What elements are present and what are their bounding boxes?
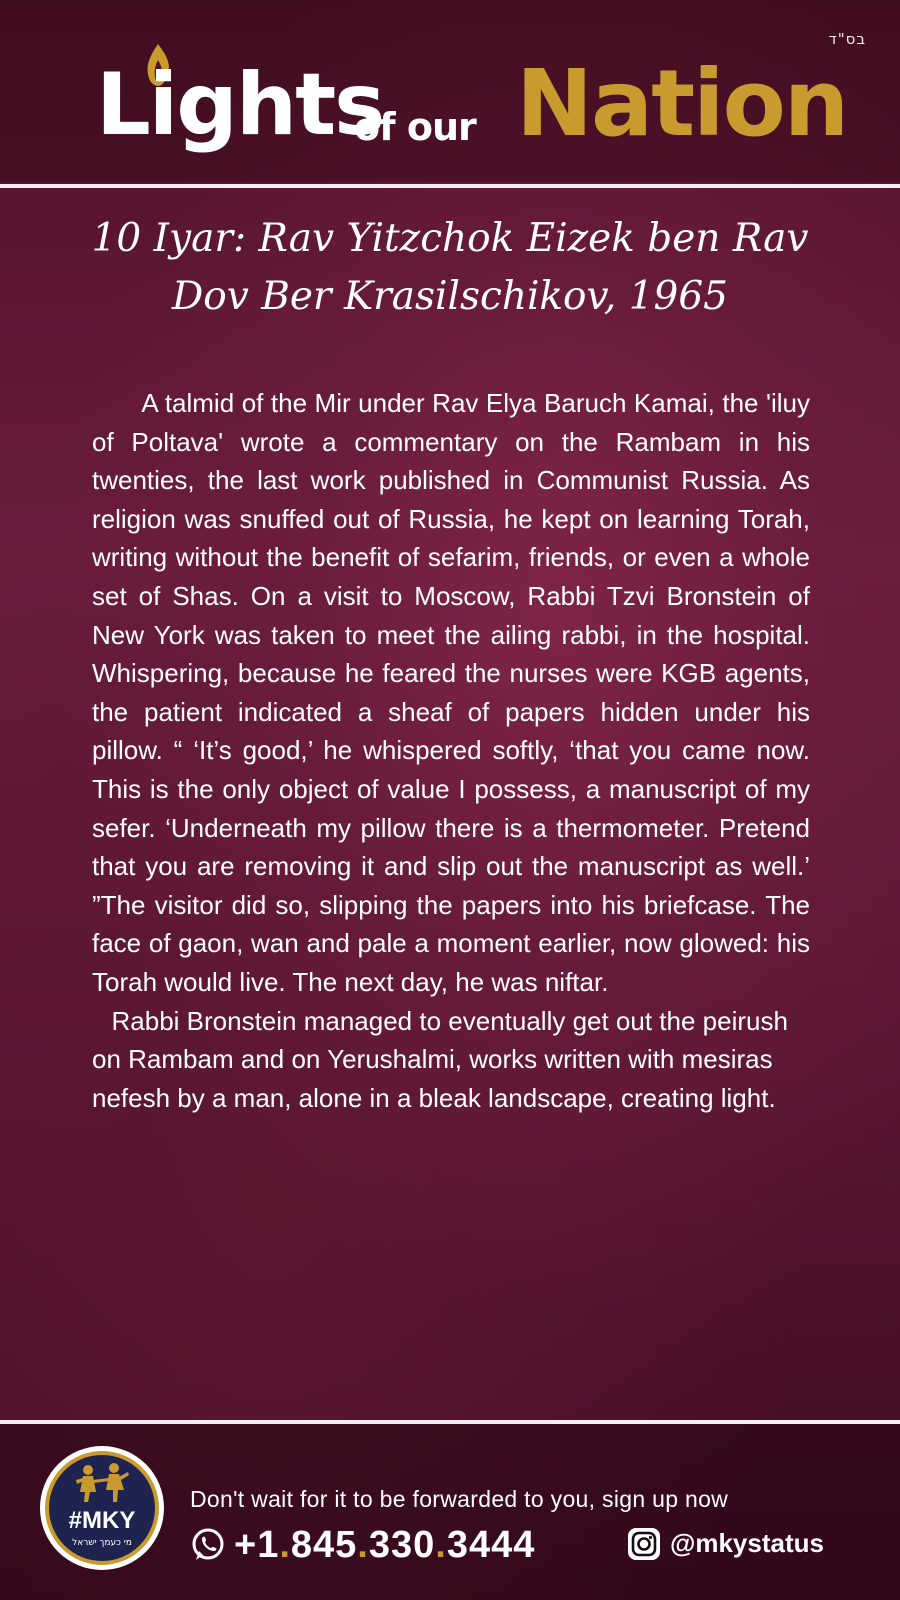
logo-of-our: of our bbox=[354, 105, 476, 149]
phone-part-3: 330 bbox=[368, 1524, 436, 1566]
logo-lights: Lights bbox=[96, 55, 384, 155]
badge-title: #MKY bbox=[68, 1507, 136, 1534]
article-body bbox=[92, 384, 810, 1117]
logo-nation: Nation bbox=[516, 50, 848, 157]
instagram-handle[interactable]: @mkystatus bbox=[670, 1528, 824, 1558]
badge-subtitle: מי כעמך ישראל bbox=[72, 1538, 132, 1548]
mky-badge-logo bbox=[38, 1444, 166, 1572]
title-line-1: 10 Iyar: Rav Yitzchok Eizek ben Rav bbox=[91, 216, 809, 261]
bsd-mark: בס"ד bbox=[828, 30, 866, 48]
signup-text: Don't wait for it to be forwarded to you, sign up now bbox=[190, 1486, 729, 1512]
whatsapp-icon bbox=[190, 1527, 226, 1563]
paragraph-2: Rabbi Bronstein managed to eventually get out the peirush on Rambam and on Yerushalmi, works written with mesiras nefesh by a man, alone in a bleak landscape, creating light. bbox=[92, 1005, 788, 1113]
phone-dot-1: . bbox=[279, 1524, 291, 1566]
phone-part-4: 3444 bbox=[446, 1524, 536, 1566]
phone-dot-3: . bbox=[435, 1524, 447, 1566]
phone-part-1: +1 bbox=[234, 1524, 280, 1566]
article-title bbox=[60, 210, 840, 326]
lights-of-our-nation-logo bbox=[96, 44, 848, 170]
phone-part-2: 845 bbox=[290, 1524, 358, 1566]
header bbox=[0, 0, 900, 182]
phone-number[interactable] bbox=[234, 1524, 535, 1567]
header-divider bbox=[0, 184, 900, 188]
phone-dot-2: . bbox=[357, 1524, 369, 1566]
paragraph-1: A talmid of the Mir under Rav Elya Baruch Kamai, the 'iluy of Poltava' wrote a commentary on the Rambam in his twenties, the last work published in Communist Russia. As religion was snuffed out of Russia, he kept on learning Torah, writing without the benefit of sefarim, friends, or even a whole set of Shas. On a visit to Moscow, Rabbi Tzvi Bronstein of New York was taken to meet the ailing rabbi, in the hospital. Whispering, because he feared the nurses were KGB agents, the patient indicated a sheaf of papers hidden under his pillow. “ ‘It’s good,’ he whispered softly, ‘that you came now. This is the only object of value I possess, a manuscript of my sefer. ‘Underneath my pillow there is a thermometer. Pretend that you are removing it and slip out the manuscript as well.’ ”The visitor did so, slipping the papers into his briefcase. The face of gaon, wan and pale a moment earlier, now glowed: his Torah would live. The next day, he was niftar. bbox=[92, 388, 810, 997]
title-line-2: Dov Ber Krasilschikov, 1965 bbox=[172, 274, 728, 319]
instagram-icon bbox=[626, 1526, 662, 1562]
